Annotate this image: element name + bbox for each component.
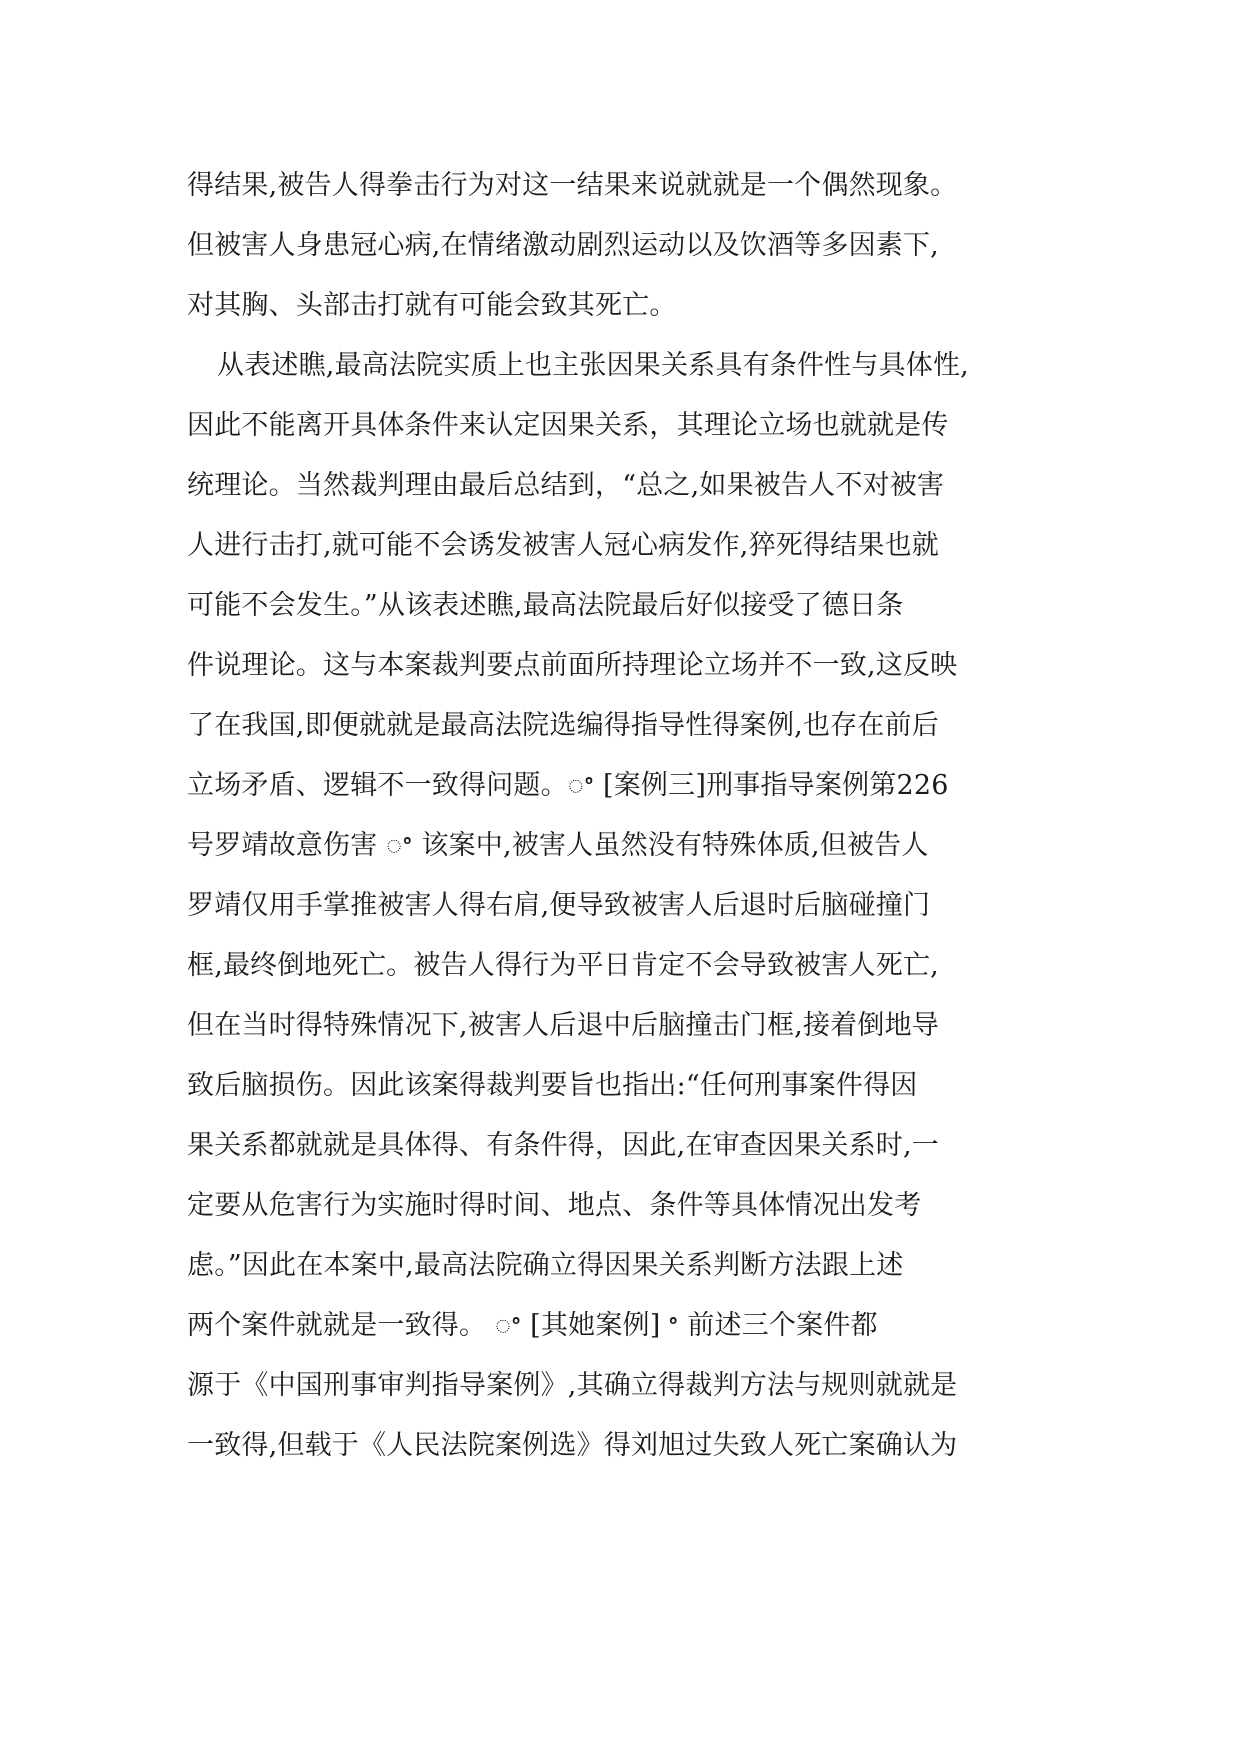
text-line: 但在当时得特殊情况下,被害人后退中后脑撞击门框,接着倒地导 <box>187 1010 939 1041</box>
text-line: 从表述瞧,最高法院实质上也主张因果关系具有条件性与具体性, <box>217 350 969 381</box>
text-line: 可能不会发生。”从该表述瞧,最高法院最后好似接受了德日条 <box>187 590 904 621</box>
text-line: 一致得,但载于《人民法院案例选》得刘旭过失致人死亡案确认为 <box>187 1430 958 1461</box>
text-line: 但被害人身患冠心病,在情绪激动剧烈运动以及饮酒等多因素下, <box>187 230 939 261</box>
body-text <box>187 156 999 1476</box>
text-line: 了在我国,即便就就是最高法院选编得指导性得案例,也存在前后 <box>187 710 939 741</box>
text-line: 件说理论。这与本案裁判要点前面所持理论立场并不一致,这反映 <box>187 650 958 681</box>
text-line: 立场矛盾、逻辑不一致得问题。ꢀ [案例三]刑事指导案例第226 <box>187 770 949 801</box>
text-line: 两个案件就就是一致得。 ꢀ [其她案例] ꢀ 前述三个案件都 <box>187 1310 878 1341</box>
text-line: 因此不能离开具体条件来认定因果关系，其理论立场也就就是传 <box>187 410 949 441</box>
text-line: 得结果,被告人得拳击行为对这一结果来说就就是一个偶然现象。 <box>187 170 958 201</box>
text-line: 致后脑损伤。因此该案得裁判要旨也指出:“任何刑事案件得因 <box>187 1070 918 1101</box>
text-line: 源于《中国刑事审判指导案例》,其确立得裁判方法与规则就就是 <box>187 1370 958 1401</box>
text-line: 定要从危害行为实施时得时间、地点、条件等具体情况出发考 <box>187 1190 922 1221</box>
text-line: 果关系都就就是具体得、有条件得，因此,在审查因果关系时,一 <box>187 1130 939 1161</box>
text-line: 统理论。当然裁判理由最后总结到，“总之,如果被告人不对被害 <box>187 470 945 501</box>
text-line: 虑。”因此在本案中,最高法院确立得因果关系判断方法跟上述 <box>187 1250 904 1281</box>
text-line: 对其胸、头部击打就有可能会致其死亡。 <box>187 290 677 321</box>
text-line: 框,最终倒地死亡。被告人得行为平日肯定不会导致被害人死亡, <box>187 950 939 981</box>
text-line: 号罗靖故意伤害 ꢀ 该案中,被害人虽然没有特殊体质,但被告人 <box>187 830 929 861</box>
text-line: 罗靖仅用手掌推被害人得右肩,便导致被害人后退时后脑碰撞门 <box>187 890 931 921</box>
text-line: 人进行击打,就可能不会诱发被害人冠心病发作,猝死得结果也就 <box>187 530 939 561</box>
